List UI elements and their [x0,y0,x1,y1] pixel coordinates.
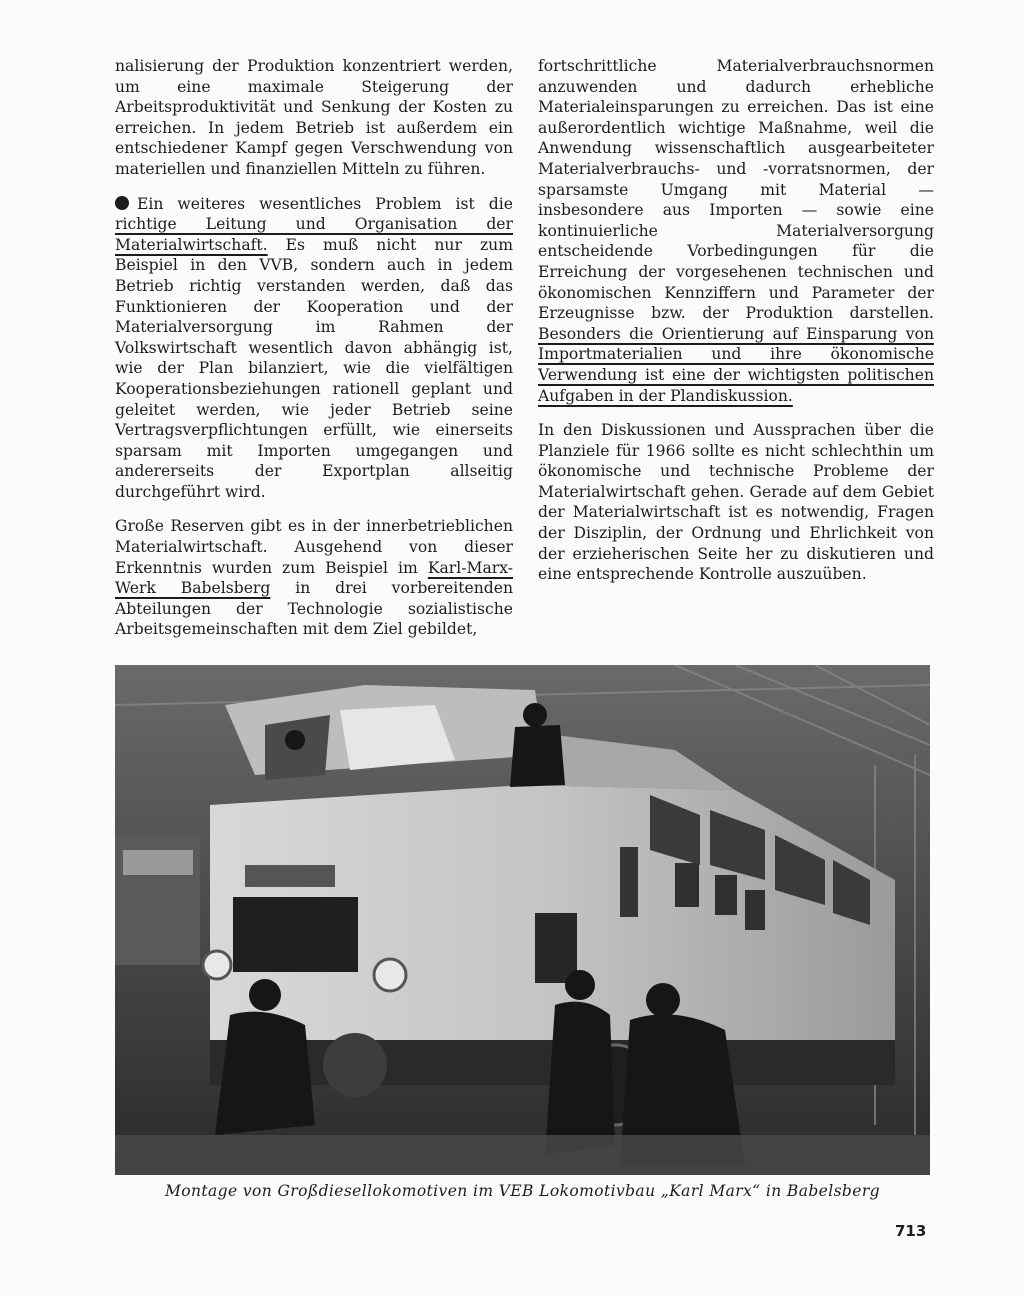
locomotive-assembly-photo [115,665,930,1175]
left-text-column [115,56,513,640]
right-p1-underlined: Besonders die Orientierung auf Einsparung von Importmaterialien und ihre ökonomische Verwendung ist eine der wichtigsten politischen Aufgaben in der Plandiskussion. [538,324,934,405]
left-paragraph-3 [115,516,513,640]
left-paragraph-2 [115,194,513,503]
photo-caption: Montage von Großdiesellokomotiven im VEB Lokomotivbau „Karl Marx“ in Babelsberg [165,1182,880,1200]
left-p3-rest: in drei vorbereitenden Abteilungen der Technologie sozialistische Arbeitsgemeinschaften mit dem Ziel gebildet, [115,579,513,639]
left-p2-start: Ein weiteres wesentliches Problem ist die [137,194,513,213]
page-number: 713 [895,1222,927,1240]
right-text-column [538,56,934,585]
left-paragraph-1: nalisierung der Produktion konzentriert werden, um eine maximale Steigerung der Arbeitsproduktivität und Senkung der Kosten zu erreichen. In jedem Betrieb ist außerdem ein entschiedener Kampf gegen Verschwendung von materiellen und finanziellen Mitteln zu führen. [115,57,513,178]
left-p2-underlined: richtige Leitung und Organisation der Materialwirtschaft. [115,215,513,254]
right-paragraph-1 [538,56,934,406]
left-p2-rest: Es muß nicht nur zum Beispiel in den VVB, sondern auch in jedem Betrieb richtig verstanden werden, daß das Funktionieren der Kooperation und der Materialversorgung im Rahmen der Volkswirtschaft wesentlich davon abhängig ist, wie der Plan bilanziert, wie die vielfältigen Kooperationsbeziehungen rationell geplant und geleitet werden, wie jeder Betrieb seine Vertragsverpflichtungen erfüllt, wie einerseits sparsam mit Importen umgegangen und andererseits der Exportplan allseitig durchgeführt wird. [115,235,513,501]
left-p3-underlined: Karl-Marx-Werk Babelsberg [115,558,513,598]
bullet-dot [115,196,129,210]
right-paragraph-2: In den Diskussionen und Aussprachen über die Planziele für 1966 sollte es nicht schlechthin um ökonomische und technische Probleme der Materialwirtschaft gehen. Gerade auf dem Gebiet der Materialwirtschaft ist es notwendig, Fragen der Disziplin, der Ordnung und Ehrlichkeit von der erzieherischen Seite her zu diskutieren und eine entsprechende Kontrolle auszuüben. [538,421,934,584]
left-p3-start: Große Reserven gibt es in der innerbetrieblichen Materialwirtschaft. Ausgehend von dieser Erkenntnis wurden zum Beispiel im [115,517,513,577]
right-p1-start: fortschrittliche Materialverbrauchsnormen anzuwenden und dadurch erhebliche Materialeinsparungen zu erreichen. Das ist eine außerordentlich wichtige Maßnahme, weil die Anwendung wissenschaftlich ausgearbeiteter Materialverbrauchs- und -vorratsnormen, der sparsamste Umgang mit Material — insbesondere aus Importen — sowie eine kontinuierliche Materialversorgung entscheidende Vorbedingungen für die Erreichung der vorgesehenen technischen und ökonomischen Kennziffern und Parameter der Erzeugnisse bzw. der Produktion darstellen. [538,57,934,323]
photo-illustration [115,665,930,1175]
